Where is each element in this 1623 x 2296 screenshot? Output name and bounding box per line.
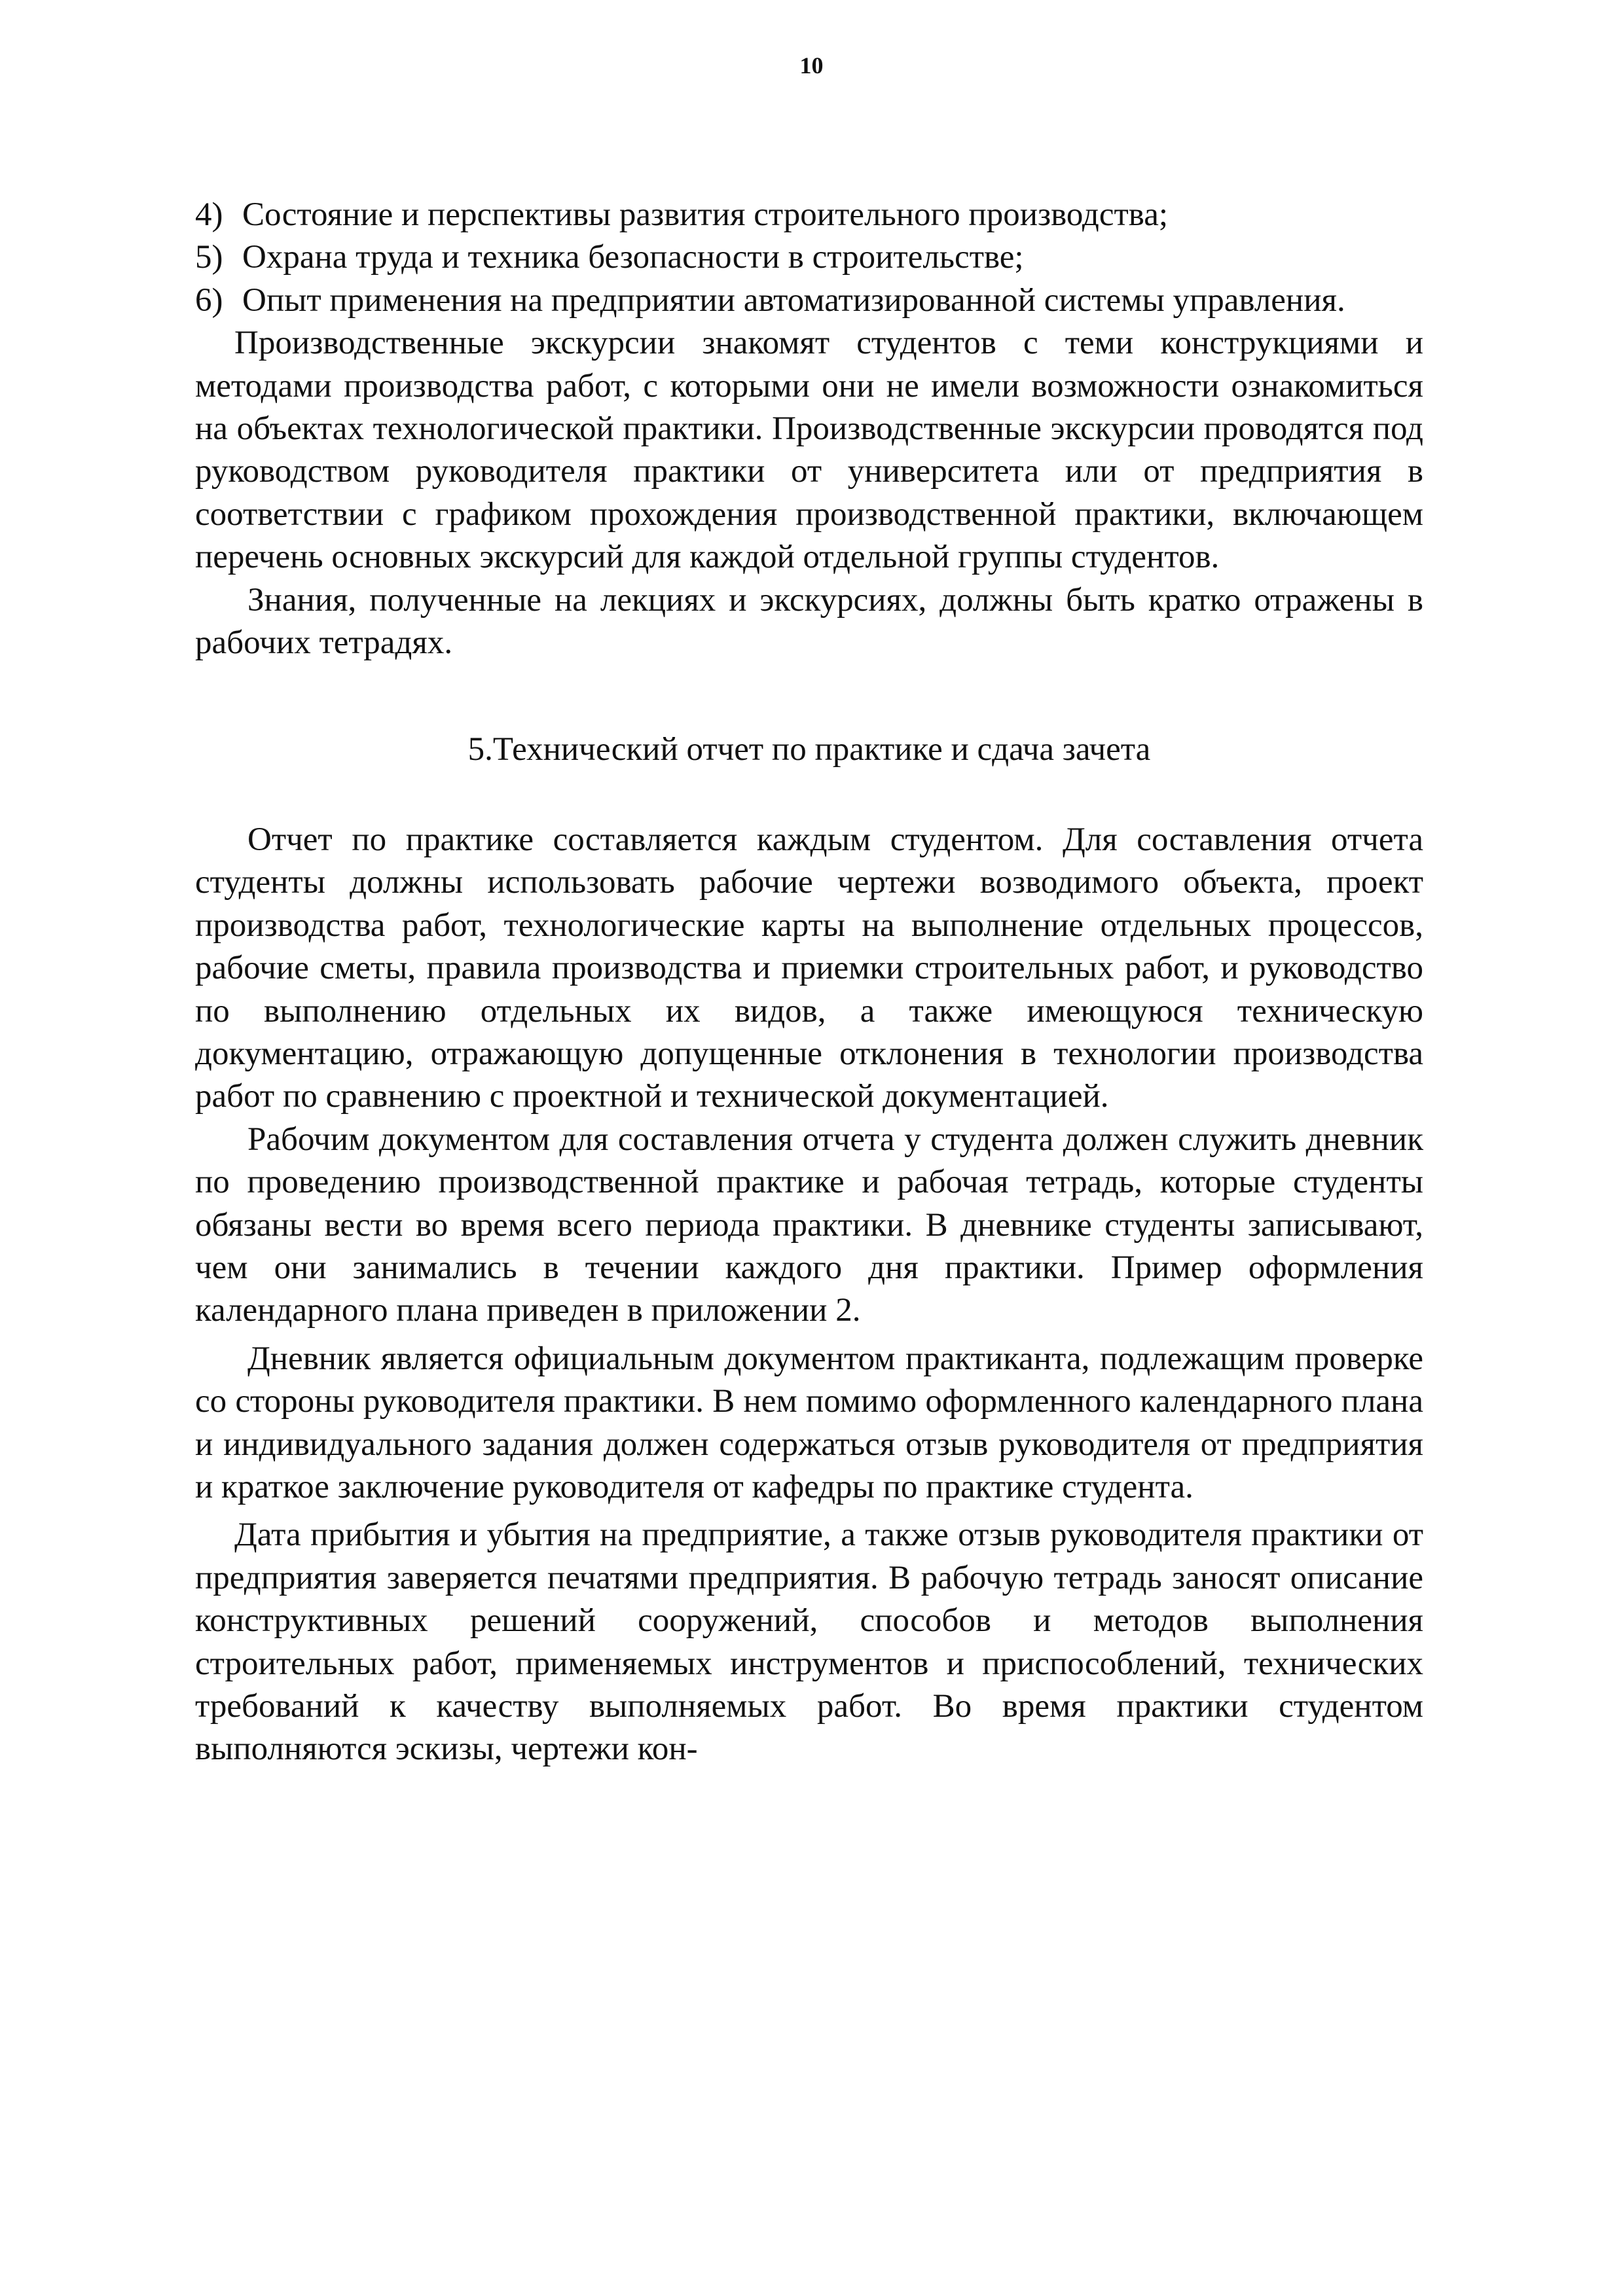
list-item-number: 6) bbox=[195, 281, 223, 319]
list-item-number: 5) bbox=[195, 239, 223, 276]
list-item-text: Состояние и перспективы развития строительного производства; bbox=[242, 196, 1169, 233]
page-content bbox=[195, 194, 1423, 1771]
list-item bbox=[195, 279, 1423, 322]
list-item bbox=[195, 194, 1423, 236]
paragraph-excursions: Производственные экскурсии знакомят студентов с теми конструкциями и методами производства работ, с которыми они не имели возможности ознакомиться на объектах технологической практики. Производственные экскурсии проводятся под руководством руководителя практики от университета или от предприятия в соответствии с графиком прохождения производственной практики, включающем перечень основных экскурсий для каждой отдельной группы студентов. bbox=[195, 325, 1423, 576]
paragraph-report: Отчет по практике составляется каждым студентом. Для составления отчета студенты должны использовать рабочие чертежи возводимого объекта, проект производства работ, технологические карты на выполнение отдельных процессов, рабочие сметы, правила производства и приемки строительных работ, и руководство по выполнению отдельных их видов, а также имеющуюся техническую документацию, отражающую допущенные отклонения в технологии производства работ по сравнению с проектной и технической документацией. bbox=[195, 821, 1423, 1115]
list-item-text: Охрана труда и техника безопасности в строительстве; bbox=[242, 239, 1024, 276]
page-number: 10 bbox=[799, 52, 824, 79]
paragraph-working-document: Рабочим документом для составления отчета у студента должен служить дневник по проведению производственной практике и рабочая тетрадь, которые студенты обязаны вести во время всего периода практики. В дневнике студенты записывают, чем они занимались в течении каждого дня практики. Пример оформления календарного плана приведен в приложении 2. bbox=[195, 1121, 1423, 1329]
paragraph-arrival-date: Дата прибытия и убытия на предприятие, а также отзыв руководителя практики от предприятия заверяется печатями предприятия. В рабочую тетрадь заносят описание конструктивных решений сооружений, способов и методов выполнения строительных работ, применяемых инструментов и приспособлений, технических требований к качеству выполняемых работ. Во время практики студентом выполняются эскизы, чертежи кон- bbox=[195, 1516, 1423, 1768]
paragraph-knowledge: Знания, полученные на лекциях и экскурсиях, должны быть кратко отражены в рабочих тетрадях. bbox=[195, 581, 1423, 662]
list-item bbox=[195, 236, 1423, 279]
list-item-number: 4) bbox=[195, 196, 223, 233]
paragraph-diary: Дневник является официальным документом практиканта, подлежащим проверке со стороны руководителя практики. В нем помимо оформленного календарного плана и индивидуального задания должен содержаться отзыв руководителя от предприятия и краткое заключение руководителя от кафедры по практике студента. bbox=[195, 1340, 1423, 1505]
list-item-text: Опыт применения на предприятии автоматизированной системы управления. bbox=[242, 281, 1345, 319]
section-heading: 5.Технический отчет по практике и сдача зачета bbox=[467, 731, 1151, 768]
